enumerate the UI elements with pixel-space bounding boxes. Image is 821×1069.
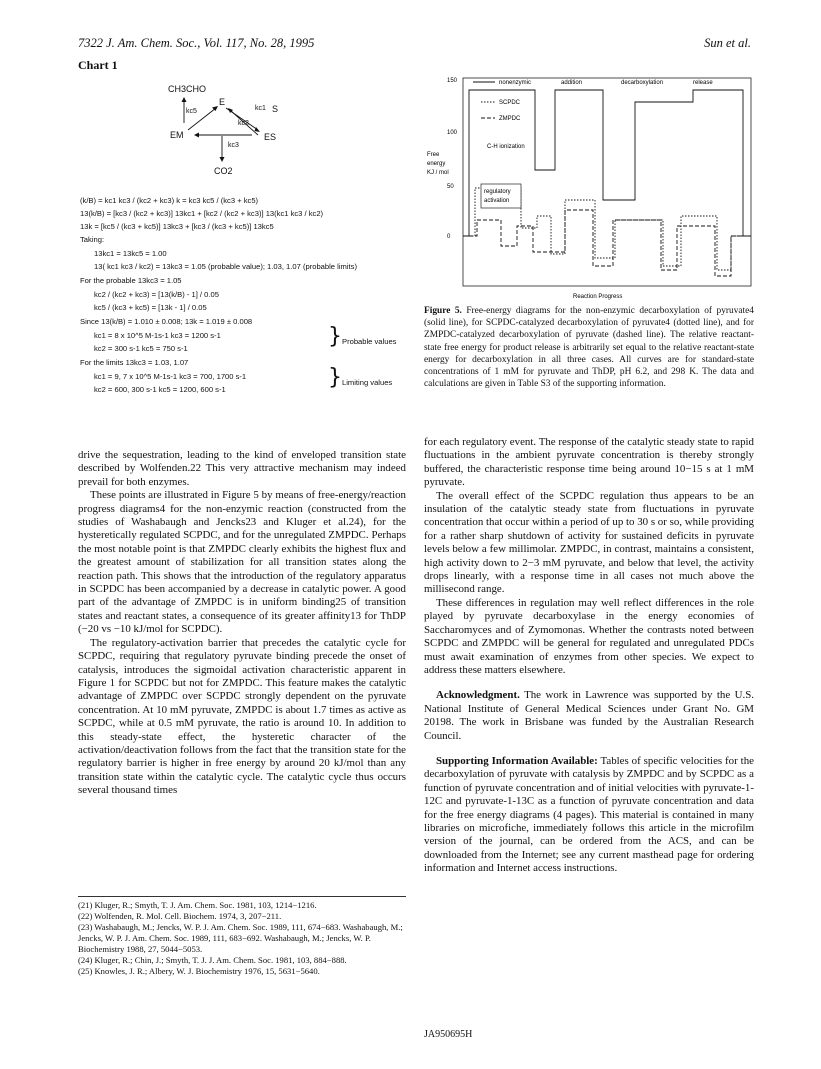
- y-tick-label: 0: [447, 234, 451, 240]
- y-tick-label: 50: [447, 184, 454, 190]
- acknowledgment-text: The work in Lawrence was supported by the U.S. National Institute of General Medical Sciences under Grant No. GM 20198. The work in Brisbane was funded by the Australian Research Council.: [424, 689, 754, 742]
- paragraph: The overall effect of the SCPDC regulation thus appears to be an insulation of the catalytic steady state from fluctuations in pyruvate concentration that occur within a period of up to 30 s or so, while providing for a rather sharp shutdown of activity for sustained deficits in pyruvate levels below a few millimolar. ZMPDC, in contrast, maintains a consistent, high activity down to 2−3 mM pyruvate, and below that level, the activity drops linearly, with a response time in all cases not much above the millisecond range.: [424, 489, 754, 596]
- left-column-body: [78, 449, 406, 798]
- scheme-co2: CO2: [214, 166, 233, 176]
- footnote-rule: [78, 896, 406, 897]
- legend-zmpdc: ZMPDC: [499, 116, 521, 122]
- reference-item: (22) Wolfenden, R. Mol. Cell. Biochem. 1974, 3, 207−211.: [78, 911, 282, 921]
- scheme-kc1: kc1: [255, 105, 266, 112]
- caption-text: Free-energy diagrams for the non-enzymic decarboxylation of pyruvate4 (solid line), for SCPDC-catalyzed decarboxylation of pyruvate4 (dotted line), and for ZMPDC-catalyzed decarboxylation of pyruvate (dashed line). The relative reactant-state free energy for product release is arbitrarily set equal to the relative reactant-state energy for decarboxylation in all three cases. All curves are for standard-state concentrations of 1 mM for pyruvate and ThDP, pH 6.2, and 298 K. The data and calculations are given in Table S3 of the supporting information.: [424, 306, 754, 390]
- equation-line: 13(k/B) = [kc3 / (kc2 + kc3)] 13kc1 + [kc2 / (kc2 + kc3)] 13(kc1 kc3 / kc2): [80, 209, 324, 218]
- scheme-enzyme: E: [219, 97, 226, 107]
- equation-line: (k/B) = kc1 kc3 / (kc2 + kc3) k = kc3 kc5 / (kc3 + kc5): [80, 196, 259, 205]
- equation-line: 13( kc1 kc3 / kc2) = 13kc3 = 1.05 (probable value); 1.03, 1.07 (probable limits): [94, 262, 357, 271]
- scheme-substrate: S: [272, 104, 279, 114]
- stage-label-release: release: [693, 80, 713, 86]
- kinetic-equations: [80, 195, 410, 440]
- running-header-authors: Sun et al.: [704, 36, 751, 50]
- plot-frame: [463, 78, 751, 286]
- paragraph: for each regulatory event. The response of the catalytic steady state to rapid fluctuations in the ambient pyruvate concentration is thereby strongly buffered, the characteristic response time being around 10−15 s at 1 mM pyruvate.: [424, 436, 754, 489]
- scheme-kc2: kc2: [238, 120, 249, 127]
- y-tick-label: 150: [447, 78, 458, 84]
- scheme-kc3: kc3: [228, 142, 239, 149]
- equation-line: Since 13(k/B) = 1.010 ± 0.008; 13k = 1.019 ± 0.008: [80, 317, 253, 326]
- equation-line: kc2 = 600, 300 s-1 kc5 = 1200, 600 s-1: [94, 385, 226, 394]
- references: [78, 900, 406, 977]
- annotation-regulatory: regulatory: [484, 189, 511, 195]
- caption-label: Figure 5.: [424, 306, 462, 316]
- equation-line: For the probable 13kc3 = 1.05: [80, 276, 182, 285]
- annotation-activation: activation: [484, 198, 510, 204]
- scheme-em: EM: [170, 130, 184, 140]
- equation-line: Taking:: [80, 235, 105, 244]
- y-axis-label-line: Free: [427, 152, 440, 158]
- brace-probable: }: [328, 324, 342, 349]
- acknowledgment-heading: Acknowledgment.: [436, 689, 520, 702]
- stage-label-addition: addition: [561, 80, 583, 86]
- limiting-values-label: Limiting values: [342, 378, 393, 387]
- paragraph: drive the sequestration, leading to the kind of enveloped transition state described by Wolfenden.22 This very attractive mechanism may indeed prevail for both enzymes.: [78, 449, 406, 488]
- supporting-text: Tables of specific velocities for the decarboxylation of pyruvate with catalysis by ZMPDC and by SCPDC as a function of pyruvate concentration and of initial velocities with pyruvate-1-12C and pyruvate-1-13C as a function of pyruvate concentration and data for the free energy diagrams (4 pages). This material is contained in many libraries on microfiche, immediately follows this article in the microfilm version of the journal, can be ordered from the ACS, and can be downloaded from the Internet; see any current masthead page for ordering information and Internet access instructions.: [424, 754, 754, 875]
- annotation-box: [481, 184, 521, 208]
- paragraph: The regulatory-activation barrier that precedes the catalytic cycle for SCPDC, requiring that regulatory pyruvate binding precede the onset of catalysis, introduces the sigmoidal activation characteristic apparent in Figure 1 for SCPDC but not for ZMPDC. This feature makes the catalytic advantage of ZMPDC over SCPDC strongly dependent on the pyruvate concentration. At 10 mM pyruvate, ZMPDC is about 1.7 times as active as SCPDC, while at 0.5 mM pyruvate, the ratio is around 10. In addition to this steady-state effect, the hysteretic character of the activation/deactivation follows from the fact that the transition state for the regulatory barrier is higher in free energy by around 20 kJ/mol than any transition state within the catalytic cycle. The catalytic cycle thus occurs several thousand times: [78, 636, 406, 797]
- y-tick-label: 100: [447, 130, 458, 136]
- y-axis-label-line: KJ / mol: [427, 170, 449, 176]
- equation-line: For the limits 13kc3 = 1.03, 1.07: [80, 358, 189, 367]
- annotation-ch-ionization: C-H ionization: [487, 144, 525, 150]
- acknowledgment: [424, 689, 754, 743]
- x-axis-label: Reaction Progress: [573, 294, 623, 300]
- figure-5-energy-diagram: [425, 70, 755, 302]
- stage-label-decarboxylation: decarboxylation: [621, 80, 664, 86]
- reference-item: (21) Kluger, R.; Smyth, T. J. Am. Chem. Soc. 1981, 103, 1214−1216.: [78, 900, 317, 910]
- reference-item: (23) Washabaugh, M.; Jencks, W. P. J. Am. Chem. Soc. 1989, 111, 674−683. Washabaugh, M.; Jencks, W. P. J. Am. Chem. Soc. 1989, 111, 683−692. Washabaugh, M.; Jencks, W. P. Biochemistry 1988, 27, 5044−5053.: [78, 922, 403, 954]
- scheme-kc5: kc5: [186, 108, 197, 115]
- legend-nonenzymic: nonenzymic: [499, 80, 532, 86]
- equation-line: kc5 / (kc3 + kc5) = [13k - 1] / 0.05: [94, 303, 207, 312]
- series-line-nonenzymic: [463, 90, 751, 236]
- equation-line: 13kc1 = 13kc5 = 1.00: [94, 249, 167, 258]
- scheme-acetaldehyde: CH3CHO: [168, 84, 207, 94]
- probable-values-label: Probable values: [342, 337, 397, 346]
- series-line-zmpdc: [463, 210, 751, 276]
- equation-line: kc2 = 300 s-1 kc5 = 750 s-1: [94, 344, 188, 353]
- supporting-heading: Supporting Information Available:: [436, 754, 598, 767]
- right-column-body: [424, 436, 754, 876]
- equation-line: 13k = [kc5 / (kc3 + kc5)] 13kc3 + [kc3 / (kc3 + kc5)] 13kc5: [80, 222, 274, 231]
- supporting-information: [424, 755, 754, 876]
- equation-line: kc2 / (kc2 + kc3) = [13(k/B) - 1] / 0.05: [94, 290, 219, 299]
- kinetic-scheme: [160, 80, 330, 185]
- brace-limiting: }: [328, 365, 342, 390]
- paragraph: These differences in regulation may well reflect differences in the role played by pyruvate decarboxylase in the energy economies of Saccharomyces and of Zymomonas. Whether the contrasts noted between SCPDC and ZMPDC will be general for regulated and unregulated PDCs must await examination of enzymes from other species. We expect to address these matters elsewhere.: [424, 596, 754, 676]
- paragraph: These points are illustrated in Figure 5 by means of free-energy/reaction progress diagrams4 for the non-enzymic reaction (constructed from the studies of Washabaugh and Jencks23 and Kluger et al.24), for the hysteretically regulated SCPDC, and for the unregulated ZMPDC. Perhaps the most notable point is that ZMPDC clearly exhibits the highest flux and the greatest amount of stabilization for all transition states along the reaction path. This shows that the introduction of the regulatory apparatus in SCPDC has been accompanied by a decrease in catalytic power. A good part of the advantage of ZMPDC is in uniform binding25 of transition states and reactant states, a consequence of its greater affinity13 for ThDP (−20 vs −10 kJ/mol for SCPDC).: [78, 489, 406, 636]
- equation-line: kc1 = 9, 7 x 10^5 M-1s-1 kc3 = 700, 1700 s-1: [94, 372, 247, 381]
- scheme-es: ES: [264, 132, 277, 142]
- manuscript-id: JA950695H: [424, 1029, 473, 1040]
- reference-item: (24) Kluger, R.; Chin, J.; Smyth, T. J. J. Am. Chem. Soc. 1981, 103, 884−888.: [78, 955, 347, 965]
- chart-title: Chart 1: [78, 58, 118, 72]
- equation-line: kc1 = 8 x 10^5 M-1s-1 kc3 = 1200 s-1: [94, 331, 221, 340]
- running-header: 7322 J. Am. Chem. Soc., Vol. 117, No. 28, 1995: [78, 36, 315, 50]
- scheme-arrows: [160, 80, 330, 185]
- legend-scpdc: SCPDC: [499, 100, 521, 106]
- reference-item: (25) Knowles, J. R.; Albery, W. J. Biochemistry 1976, 15, 5631−5640.: [78, 966, 320, 976]
- y-axis-label-line: energy: [427, 161, 446, 167]
- figure-5-caption: [424, 305, 754, 390]
